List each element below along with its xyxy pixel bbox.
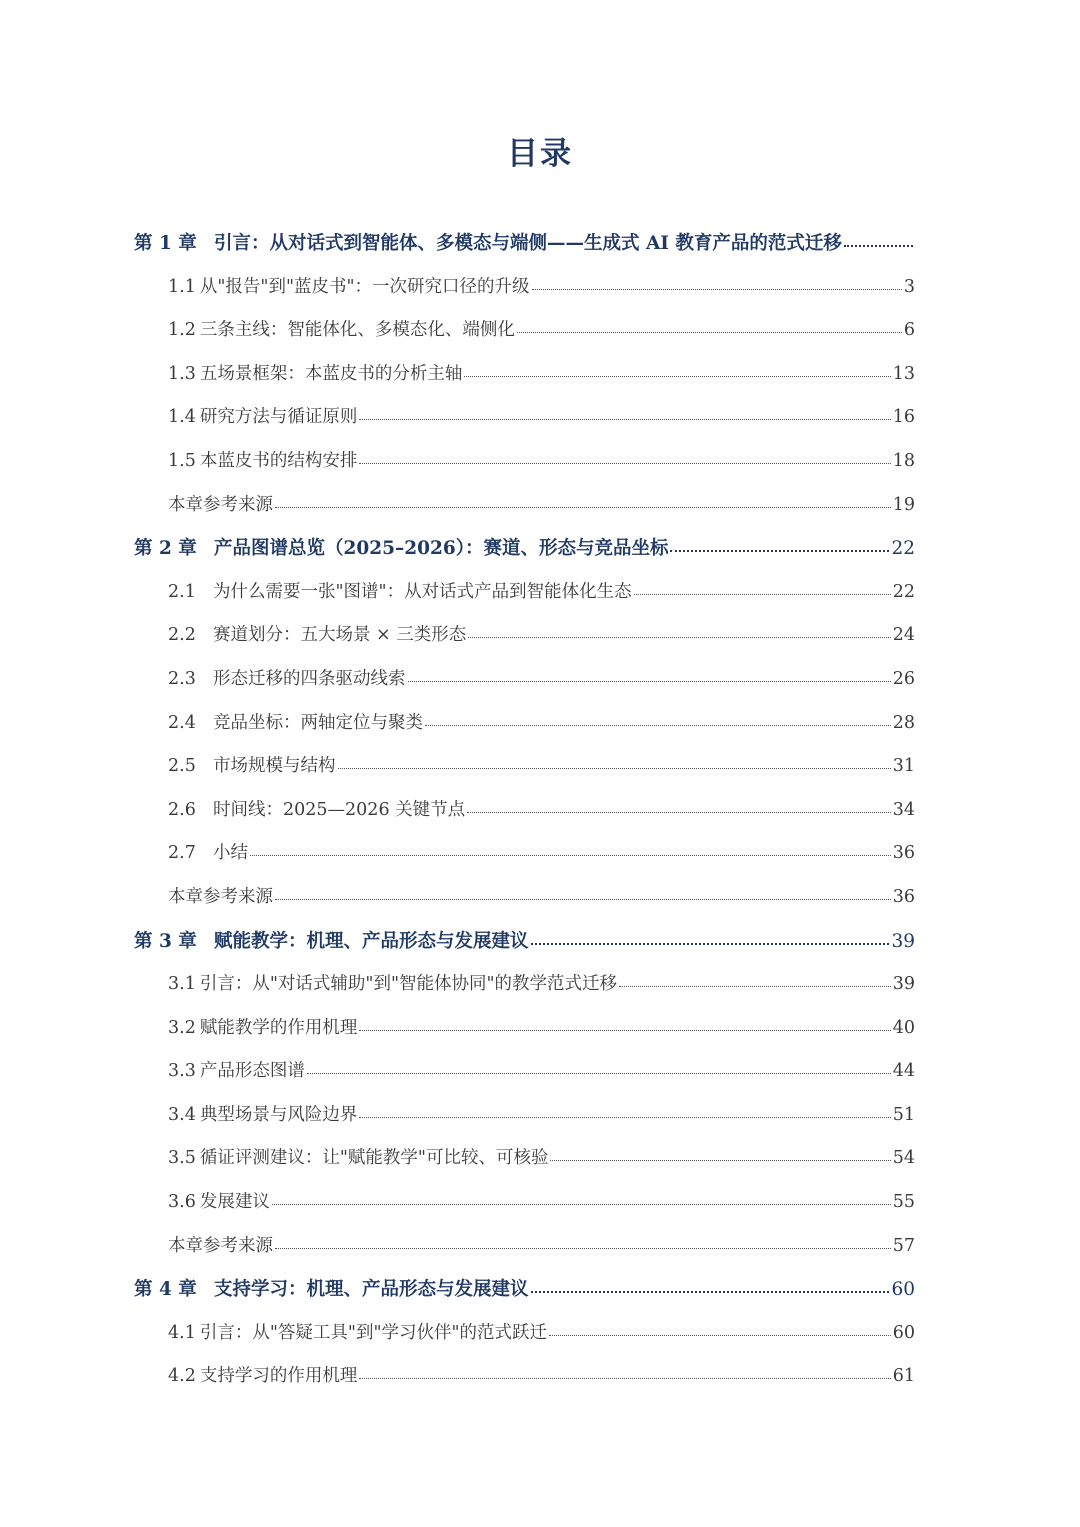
toc-section-entry[interactable] xyxy=(134,876,915,920)
toc-section-entry[interactable] xyxy=(134,309,915,353)
dot-leader xyxy=(425,708,891,728)
dot-leader xyxy=(619,969,891,989)
toc-entry-page-number: 31 xyxy=(892,756,915,777)
toc-entry-page-number: 22 xyxy=(892,581,915,602)
toc-entry-title: 形态迁移的四条驱动线索 xyxy=(213,668,406,689)
toc-section-entry[interactable] xyxy=(134,614,915,658)
toc-entry-page-number: 60 xyxy=(892,1322,915,1343)
toc-entry-title: 研究方法与循证原则 xyxy=(199,407,358,428)
toc-entry-title: 循证评测建议：让"赋能教学"可比较、可核验 xyxy=(199,1148,549,1169)
dot-leader xyxy=(467,795,891,815)
toc-section-entry[interactable] xyxy=(134,963,915,1007)
toc-entry-number: 2.5 xyxy=(168,756,196,777)
toc-section-entry[interactable] xyxy=(134,1050,915,1094)
toc-entry-number: 2.3 xyxy=(168,668,196,689)
dot-leader xyxy=(517,315,902,335)
toc-entry-page-number: 36 xyxy=(892,843,915,864)
toc-entry-title: 本章参考来源 xyxy=(168,494,273,515)
toc-entry-title: 时间线：2025—2026 关键节点 xyxy=(213,799,466,820)
dot-leader xyxy=(359,446,890,466)
dot-leader xyxy=(670,534,889,554)
dot-leader xyxy=(250,838,891,858)
toc-entry-number: 3.5 xyxy=(168,1148,196,1169)
toc-entry-title: 赛道划分：五大场景 × 三类形态 xyxy=(213,625,467,646)
dot-leader xyxy=(464,359,890,379)
toc-entry-title: 引言：从对话式到智能体、多模态与端侧——生成式 AI 教育产品的范式迁移 xyxy=(214,233,842,254)
toc-entry-page-number: 22 xyxy=(891,538,915,560)
dot-leader xyxy=(549,1318,891,1338)
toc-entry-page-number: 54 xyxy=(892,1148,915,1169)
dot-leader xyxy=(550,1143,890,1163)
toc-chapter-entry[interactable] xyxy=(134,920,915,964)
dot-leader xyxy=(531,927,890,947)
toc-entry-page-number: 51 xyxy=(892,1104,915,1125)
dot-leader xyxy=(468,620,890,640)
toc-section-entry[interactable] xyxy=(134,440,915,484)
toc-entry-page-number: 28 xyxy=(892,712,915,733)
toc-entry-page-number: 61 xyxy=(892,1366,915,1387)
toc-section-entry[interactable] xyxy=(134,1094,915,1138)
toc-section-entry[interactable] xyxy=(134,832,915,876)
toc-entry-title: 引言：从"对话式辅助"到"智能体协同"的教学范式迁移 xyxy=(199,974,618,995)
toc-entry-number: 第 1 章 xyxy=(134,233,197,254)
toc-entry-title: 典型场景与风险边界 xyxy=(199,1104,358,1125)
toc-section-entry[interactable] xyxy=(134,1312,915,1356)
toc-entry-title: 本章参考来源 xyxy=(168,1235,273,1256)
toc-entry-title: 市场规模与结构 xyxy=(213,756,336,777)
toc-entry-title: 竞品坐标：两轴定位与聚类 xyxy=(213,712,423,733)
toc-entry-number: 2.7 xyxy=(168,843,196,864)
toc-entry-title: 从"报告"到"蓝皮书"：一次研究口径的升级 xyxy=(199,276,530,297)
toc-chapter-entry[interactable] xyxy=(134,527,915,571)
toc-chapter-entry[interactable] xyxy=(134,222,915,266)
toc-entry-number: 第 4 章 xyxy=(134,1279,197,1301)
dot-leader xyxy=(359,402,890,422)
toc-entry-number: 第 2 章 xyxy=(134,538,197,560)
toc-entry-title: 引言：从"答疑工具"到"学习伙伴"的范式跃迁 xyxy=(199,1322,548,1343)
toc-entry-page-number: 16 xyxy=(892,407,915,428)
toc-entry-page-number: 39 xyxy=(891,930,915,952)
toc-entry-title: 本章参考来源 xyxy=(168,886,273,907)
toc-chapter-entry[interactable] xyxy=(134,1268,915,1312)
dot-leader xyxy=(338,751,891,771)
dot-leader xyxy=(275,490,891,510)
toc-section-entry[interactable] xyxy=(134,266,915,310)
toc-entry-page-number: 36 xyxy=(892,886,915,907)
toc-entry-number: 4.2 xyxy=(168,1366,196,1387)
toc-entry-number: 3.3 xyxy=(168,1061,196,1082)
toc-entry-number: 2.2 xyxy=(168,625,196,646)
toc-entry-title: 五场景框架：本蓝皮书的分析主轴 xyxy=(199,363,463,384)
toc-section-entry[interactable] xyxy=(134,1137,915,1181)
toc-entry-number: 3.4 xyxy=(168,1104,196,1125)
toc-entry-page-number: 40 xyxy=(892,1017,915,1038)
toc-entry-title: 产品图谱总览（2025–2026）：赛道、形态与竞品坐标 xyxy=(214,538,669,560)
toc-entry-number: 3.6 xyxy=(168,1192,196,1213)
toc-section-entry[interactable] xyxy=(134,745,915,789)
toc-entry-number: 1.4 xyxy=(168,407,196,428)
toc-section-entry[interactable] xyxy=(134,1355,915,1399)
toc-section-entry[interactable] xyxy=(134,1181,915,1225)
toc-entry-number: 4.1 xyxy=(168,1322,196,1343)
toc-entry-page-number: 60 xyxy=(891,1279,915,1301)
toc-entry-page-number: 44 xyxy=(892,1061,915,1082)
toc-section-entry[interactable] xyxy=(134,658,915,702)
dot-leader xyxy=(844,229,913,249)
toc-entry-title: 为什么需要一张"图谱"：从对话式产品到智能体化生态 xyxy=(213,581,632,602)
toc-entry-title: 赋能教学：机理、产品形态与发展建议 xyxy=(214,930,529,952)
toc-entry-number: 1.3 xyxy=(168,363,196,384)
toc-entry-page-number: 6 xyxy=(903,320,915,341)
toc-entry-number: 2.6 xyxy=(168,799,196,820)
page-title: 目录 xyxy=(507,136,573,172)
toc-section-entry[interactable] xyxy=(134,571,915,615)
toc-entry-title: 产品形态图谱 xyxy=(199,1061,305,1082)
toc-section-entry[interactable] xyxy=(134,396,915,440)
toc-entry-page-number: 13 xyxy=(892,363,915,384)
dot-leader xyxy=(532,272,902,292)
toc-entry-title: 本蓝皮书的结构安排 xyxy=(199,450,358,471)
dot-leader xyxy=(275,882,891,902)
dot-leader xyxy=(408,664,891,684)
dot-leader xyxy=(307,1056,891,1076)
toc-entry-title: 赋能教学的作用机理 xyxy=(199,1017,358,1038)
dot-leader xyxy=(272,1187,891,1207)
dot-leader xyxy=(359,1100,890,1120)
table-of-contents xyxy=(134,222,915,1399)
toc-entry-title: 支持学习的作用机理 xyxy=(199,1366,358,1387)
toc-section-entry[interactable] xyxy=(134,484,915,528)
toc-entry-page-number: 18 xyxy=(892,450,915,471)
toc-entry-number: 3.2 xyxy=(168,1017,196,1038)
dot-leader xyxy=(359,1013,890,1033)
toc-entry-number: 1.5 xyxy=(168,450,196,471)
toc-entry-page-number: 55 xyxy=(892,1192,915,1213)
toc-entry-page-number: 3 xyxy=(903,276,915,297)
toc-entry-title: 小结 xyxy=(213,843,248,864)
toc-entry-number: 3.1 xyxy=(168,974,196,995)
dot-leader xyxy=(359,1361,890,1381)
toc-entry-title: 三条主线：智能体化、多模态化、端侧化 xyxy=(199,320,515,341)
toc-entry-page-number: 57 xyxy=(892,1235,915,1256)
toc-entry-page-number: 26 xyxy=(892,668,915,689)
toc-section-entry[interactable] xyxy=(134,1225,915,1269)
toc-section-entry[interactable] xyxy=(134,702,915,746)
toc-entry-page-number: 39 xyxy=(892,974,915,995)
dot-leader xyxy=(275,1231,891,1251)
toc-entry-number: 2.1 xyxy=(168,581,196,602)
toc-entry-page-number: 24 xyxy=(892,625,915,646)
toc-entry-number: 1.2 xyxy=(168,320,196,341)
toc-entry-page-number: 34 xyxy=(892,799,915,820)
toc-entry-title: 支持学习：机理、产品形态与发展建议 xyxy=(214,1279,529,1301)
toc-section-entry[interactable] xyxy=(134,353,915,397)
toc-section-entry[interactable] xyxy=(134,1007,915,1051)
toc-entry-title: 发展建议 xyxy=(199,1192,270,1213)
toc-entry-number: 1.1 xyxy=(168,276,196,297)
toc-entry-page-number: 19 xyxy=(892,494,915,515)
dot-leader xyxy=(531,1275,890,1295)
toc-entry-number: 2.4 xyxy=(168,712,196,733)
dot-leader xyxy=(634,577,891,597)
toc-section-entry[interactable] xyxy=(134,789,915,833)
toc-entry-number: 第 3 章 xyxy=(134,930,197,952)
